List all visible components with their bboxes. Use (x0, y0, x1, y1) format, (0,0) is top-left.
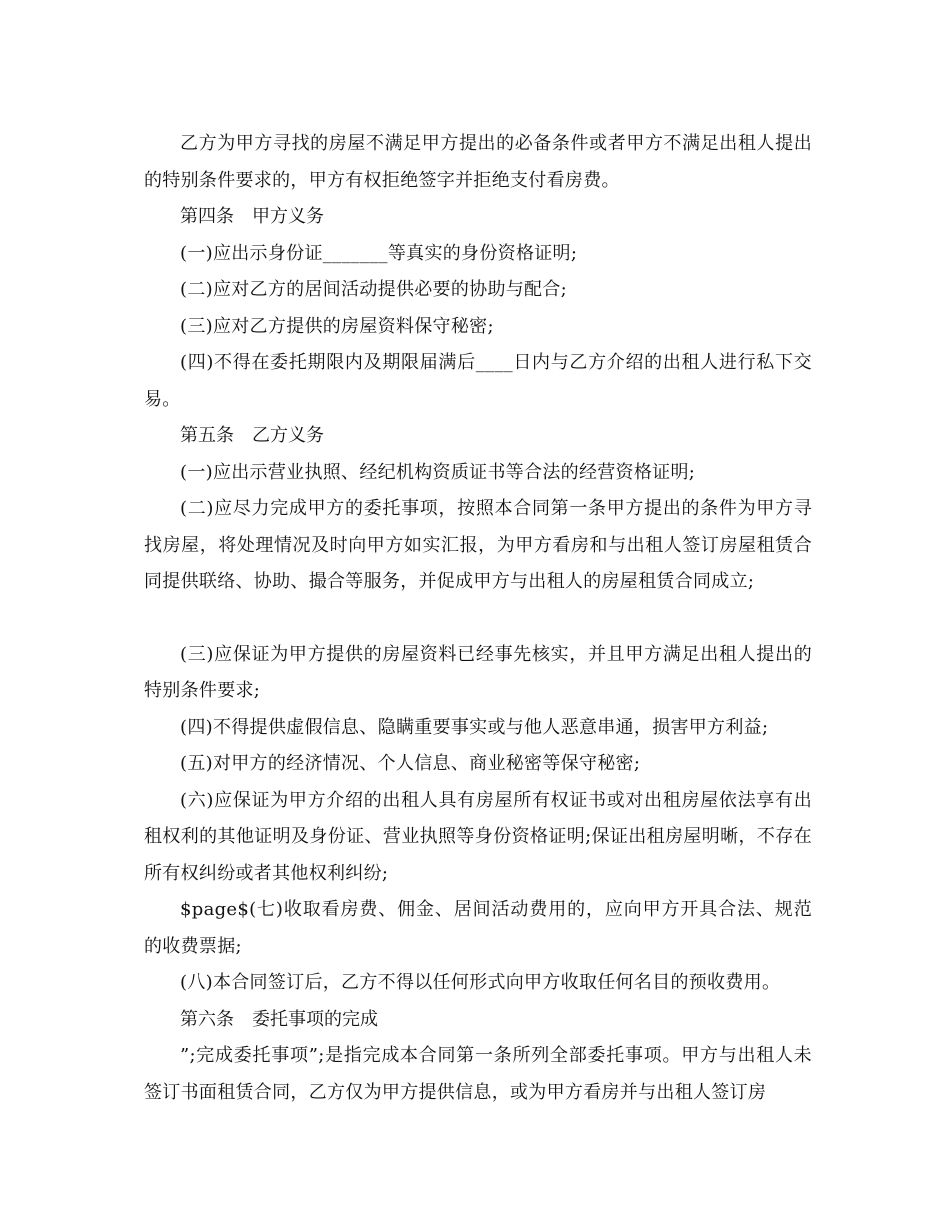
party-b-duty-4: (四)不得提供虚假信息、隐瞒重要事实或与他人恶意串通，损害甲方利益; (180, 716, 769, 738)
party-a-duty-1: (一)应出示身份证_______等真实的身份资格证明; (180, 242, 578, 264)
article-4-heading: 第四条 甲方义务 (180, 206, 324, 227)
blank-line (144, 601, 812, 637)
party-a-duty-4: (四)不得在委托期限内及期限届满后____日内与乙方介绍的出租人进行私下交易。 (144, 352, 812, 410)
party-b-duty-3: (三)应保证为甲方提供的房屋资料已经事先核实，并且甲方满足出租人提出的特别条件要求; (144, 643, 812, 701)
party-b-duty-1: (一)应出示营业执照、经纪机构资质证书等合法的经营资格证明; (180, 461, 696, 483)
party-a-duty-2: (二)应对乙方的居间活动提供必要的协助与配合; (180, 279, 568, 300)
party-b-duty-8: (八)本合同签订后，乙方不得以任何形式向甲方收取任何名目的预收费用。 (180, 972, 781, 993)
article-6-heading: 第六条 委托事项的完成 (180, 1008, 378, 1030)
paragraph-requirements-refusal: 乙方为甲方寻找的房屋不满足甲方提出的必备条件或者甲方不满足出租人提出的特别条件要求的，甲方有权拒绝签字并拒绝支付看房费。 (144, 133, 812, 191)
article-5-heading: 第五条 乙方义务 (180, 425, 324, 446)
party-a-duty-3: (三)应对乙方提供的房屋资料保守秘密; (180, 315, 494, 337)
party-b-duty-2: (二)应尽力完成甲方的委托事项，按照本合同第一条甲方提出的条件为甲方寻找房屋，将处理情况及时向甲方如实汇报，为甲方看房和与出租人签订房屋租赁合同提供联络、协助、撮合等服务，并促成甲方与出租人的房屋租赁合同成立; (144, 498, 812, 592)
party-b-duty-7: $page$(七)收取看房费、佣金、居间活动费用的，应向甲方开具合法、规范的收费票据; (144, 899, 812, 957)
party-b-duty-6: (六)应保证为甲方介绍的出租人具有房屋所有权证书或对出租房屋依法享有出租权利的其他证明及身份证、营业执照等身份资格证明;保证出租房屋明晰，不存在所有权纠纷或者其他权利纠纷; (144, 789, 812, 884)
party-b-duty-5: (五)对甲方的经济情况、个人信息、商业秘密等保守秘密; (180, 753, 641, 774)
paragraph-completion-definition: ”;完成委托事项”;是指完成本合同第一条所列全部委托事项。甲方与出租人未签订书面租赁合同，乙方仅为甲方提供信息，或为甲方看房并与出租人签订房 (144, 1045, 812, 1103)
